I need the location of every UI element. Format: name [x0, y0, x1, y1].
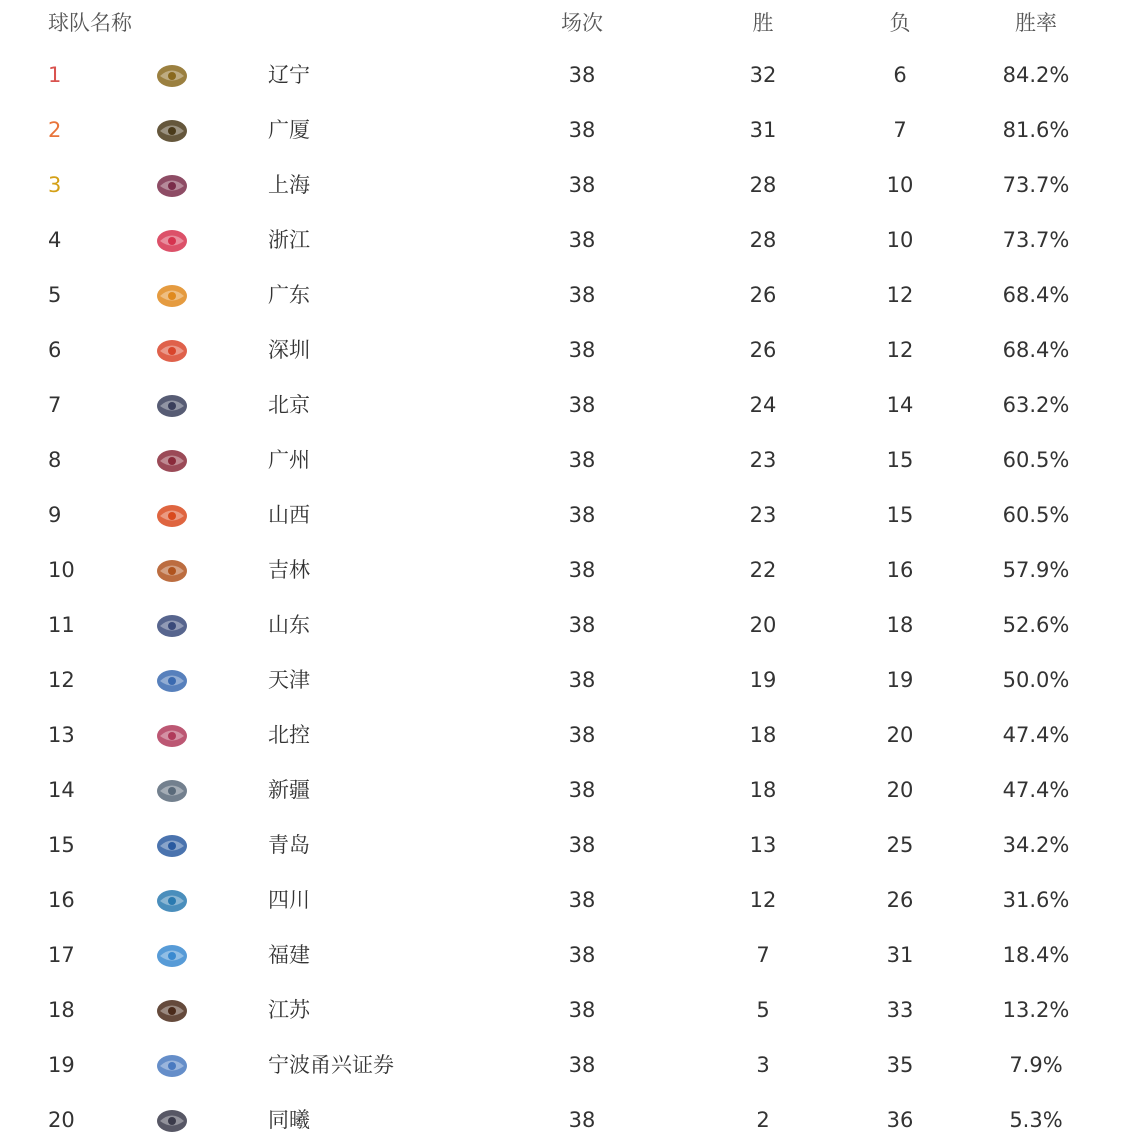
beikong-logo-icon [154, 719, 190, 751]
games-played: 38 [568, 558, 596, 582]
rank-number: 9 [48, 503, 62, 527]
team-name: 江苏 [268, 998, 310, 1022]
win-percentage: 81.6% [1002, 118, 1070, 142]
shenzhen-logo-icon [154, 334, 190, 366]
wins: 32 [749, 63, 777, 87]
games-played: 38 [568, 833, 596, 857]
losses: 20 [886, 723, 914, 747]
win-percentage: 60.5% [1002, 448, 1070, 472]
losses: 26 [886, 888, 914, 912]
win-percentage: 5.3% [1009, 1108, 1063, 1132]
games-played: 38 [568, 613, 596, 637]
wins: 12 [749, 888, 777, 912]
fujian-logo-icon [154, 939, 190, 971]
win-percentage: 68.4% [1002, 283, 1070, 307]
rank-number: 4 [48, 228, 62, 252]
games-played: 38 [568, 888, 596, 912]
losses: 7 [893, 118, 907, 142]
games-played: 38 [568, 228, 596, 252]
win-percentage: 73.7% [1002, 228, 1070, 252]
table-row[interactable] [0, 157, 1144, 212]
table-row[interactable] [0, 652, 1144, 707]
games-played: 38 [568, 338, 596, 362]
team-name: 福建 [268, 943, 310, 967]
wins: 28 [749, 173, 777, 197]
team-name: 北控 [268, 723, 310, 747]
beijing-logo-icon [154, 389, 190, 421]
wins: 7 [756, 943, 770, 967]
games-played: 38 [568, 778, 596, 802]
rank-number: 7 [48, 393, 62, 417]
losses: 19 [886, 668, 914, 692]
rank-number: 14 [48, 778, 75, 802]
header-games: 场次 [561, 11, 603, 35]
shanxi-logo-icon [154, 499, 190, 531]
win-percentage: 68.4% [1002, 338, 1070, 362]
shanghai-logo-icon [154, 169, 190, 201]
team-name: 上海 [268, 173, 310, 197]
rank-number: 16 [48, 888, 75, 912]
table-row[interactable] [0, 762, 1144, 817]
shandong-logo-icon [154, 609, 190, 641]
games-played: 38 [568, 393, 596, 417]
table-row[interactable] [0, 267, 1144, 322]
wins: 20 [749, 613, 777, 637]
losses: 10 [886, 173, 914, 197]
team-name: 广东 [268, 283, 310, 307]
wins: 18 [749, 778, 777, 802]
win-percentage: 13.2% [1002, 998, 1070, 1022]
win-percentage: 52.6% [1002, 613, 1070, 637]
wins: 18 [749, 723, 777, 747]
games-played: 38 [568, 1053, 596, 1077]
guangsha-logo-icon [154, 114, 190, 146]
team-name: 四川 [268, 888, 310, 912]
team-name: 天津 [268, 668, 310, 692]
games-played: 38 [568, 448, 596, 472]
table-row[interactable] [0, 377, 1144, 432]
team-name: 新疆 [268, 778, 310, 802]
team-name: 青岛 [268, 833, 310, 857]
games-played: 38 [568, 943, 596, 967]
games-played: 38 [568, 173, 596, 197]
header-losses: 负 [889, 11, 911, 35]
table-row[interactable] [0, 1037, 1144, 1092]
table-row[interactable] [0, 432, 1144, 487]
losses: 20 [886, 778, 914, 802]
zhejiang-logo-icon [154, 224, 190, 256]
wins: 3 [756, 1053, 770, 1077]
table-row[interactable] [0, 707, 1144, 762]
team-name: 广厦 [268, 118, 310, 142]
win-percentage: 31.6% [1002, 888, 1070, 912]
games-played: 38 [568, 668, 596, 692]
wins: 26 [749, 283, 777, 307]
header-team-name: 球队名称 [48, 11, 132, 35]
losses: 31 [886, 943, 914, 967]
win-percentage: 34.2% [1002, 833, 1070, 857]
xinjiang-logo-icon [154, 774, 190, 806]
losses: 15 [886, 503, 914, 527]
rank-number: 10 [48, 558, 75, 582]
wins: 13 [749, 833, 777, 857]
wins: 22 [749, 558, 777, 582]
team-name: 广州 [268, 448, 310, 472]
wins: 31 [749, 118, 777, 142]
tongxi-logo-icon [154, 1104, 190, 1136]
losses: 6 [893, 63, 907, 87]
win-percentage: 7.9% [1009, 1053, 1063, 1077]
table-row[interactable] [0, 597, 1144, 652]
team-name: 浙江 [268, 228, 310, 252]
team-name: 同曦 [268, 1108, 310, 1132]
ningbo-logo-icon [154, 1049, 190, 1081]
wins: 26 [749, 338, 777, 362]
losses: 12 [886, 283, 914, 307]
win-percentage: 18.4% [1002, 943, 1070, 967]
losses: 16 [886, 558, 914, 582]
guangzhou-logo-icon [154, 444, 190, 476]
losses: 18 [886, 613, 914, 637]
wins: 2 [756, 1108, 770, 1132]
table-row[interactable] [0, 212, 1144, 267]
table-row[interactable] [0, 322, 1144, 377]
tianjin-logo-icon [154, 664, 190, 696]
table-row[interactable] [0, 927, 1144, 982]
table-row[interactable] [0, 102, 1144, 157]
losses: 14 [886, 393, 914, 417]
games-played: 38 [568, 723, 596, 747]
team-name: 辽宁 [268, 63, 310, 87]
header-win-pct: 胜率 [1015, 11, 1057, 35]
team-name: 吉林 [268, 558, 310, 582]
win-percentage: 73.7% [1002, 173, 1070, 197]
rank-number: 5 [48, 283, 62, 307]
guangdong-logo-icon [154, 279, 190, 311]
win-percentage: 50.0% [1002, 668, 1070, 692]
games-played: 38 [568, 503, 596, 527]
games-played: 38 [568, 118, 596, 142]
wins: 28 [749, 228, 777, 252]
games-played: 38 [568, 1108, 596, 1132]
losses: 15 [886, 448, 914, 472]
table-row[interactable] [0, 487, 1144, 542]
team-name: 山东 [268, 613, 310, 637]
sichuan-logo-icon [154, 884, 190, 916]
win-percentage: 60.5% [1002, 503, 1070, 527]
rank-number: 12 [48, 668, 75, 692]
losses: 36 [886, 1108, 914, 1132]
rank-number: 2 [48, 118, 62, 142]
wins: 5 [756, 998, 770, 1022]
games-played: 38 [568, 283, 596, 307]
wins: 23 [749, 503, 777, 527]
team-name: 深圳 [268, 338, 310, 362]
table-row[interactable] [0, 1092, 1144, 1147]
losses: 25 [886, 833, 914, 857]
table-body [0, 47, 1144, 1147]
win-percentage: 47.4% [1002, 778, 1070, 802]
win-percentage: 47.4% [1002, 723, 1070, 747]
win-percentage: 84.2% [1002, 63, 1070, 87]
wins: 19 [749, 668, 777, 692]
team-name: 宁波甬兴证券 [268, 1053, 394, 1077]
team-name: 北京 [268, 393, 310, 417]
win-percentage: 57.9% [1002, 558, 1070, 582]
jilin-logo-icon [154, 554, 190, 586]
table-row[interactable] [0, 817, 1144, 872]
qingdao-logo-icon [154, 829, 190, 861]
rank-number: 6 [48, 338, 62, 362]
rank-number: 15 [48, 833, 75, 857]
losses: 33 [886, 998, 914, 1022]
rank-number: 1 [48, 63, 62, 87]
rank-number: 18 [48, 998, 75, 1022]
win-percentage: 63.2% [1002, 393, 1070, 417]
wins: 24 [749, 393, 777, 417]
rank-number: 13 [48, 723, 75, 747]
team-name: 山西 [268, 503, 310, 527]
wins: 23 [749, 448, 777, 472]
losses: 12 [886, 338, 914, 362]
games-played: 38 [568, 998, 596, 1022]
table-row[interactable] [0, 982, 1144, 1037]
rank-number: 19 [48, 1053, 75, 1077]
header-wins: 胜 [752, 11, 774, 35]
table-header [0, 0, 1144, 44]
liaoning-logo-icon [154, 59, 190, 91]
rank-number: 8 [48, 448, 62, 472]
losses: 35 [886, 1053, 914, 1077]
rank-number: 11 [48, 613, 75, 637]
losses: 10 [886, 228, 914, 252]
table-row[interactable] [0, 47, 1144, 102]
table-row[interactable] [0, 872, 1144, 927]
rank-number: 3 [48, 173, 62, 197]
rank-number: 20 [48, 1108, 75, 1132]
games-played: 38 [568, 63, 596, 87]
table-row[interactable] [0, 542, 1144, 597]
rank-number: 17 [48, 943, 75, 967]
jiangsu-logo-icon [154, 994, 190, 1026]
